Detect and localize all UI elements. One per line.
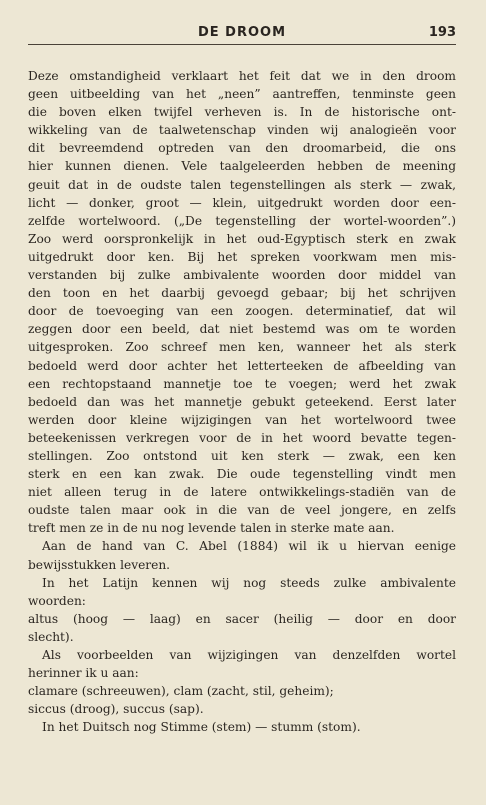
text-line: uitgedrukt door ken. Bij het spreken voorkwam men mis- (28, 249, 456, 264)
text-line: sterk en een kan zwak. Die oude tegenstelling vindt men (28, 467, 456, 482)
text-line: bedoeld werd door achter het letterteeken de afbeelding van (28, 358, 456, 373)
page-number: 193 (428, 25, 456, 40)
text-line: Deze omstandigheid verklaart het feit dat we in den droom (28, 69, 456, 83)
text-line: wikkeling van de taalwetenschap vinden wij analogieën voor (28, 123, 456, 138)
text-line: hier kunnen dienen. Vele taalgeleerden hebben de meening (28, 159, 456, 174)
body-text (28, 67, 456, 736)
text-line: Aan de hand van C. Abel (1884) wil ik u hiervan eenige (42, 539, 456, 554)
text-line: zelfde wortelwoord. („De tegenstelling der wortel-woorden”.) (28, 213, 456, 228)
text-line: Zoo werd oorspronkelijk in het oud-Egyptisch sterk en zwak (28, 231, 456, 246)
text-line: licht — donker, groot — klein, uitgedrukt worden door een- (28, 195, 456, 210)
text-line: Als voorbeelden van wijzigingen van denzelfden wortel (42, 648, 456, 662)
text-line: een rechtopstaand mannetje toe te voegen; werd het zwak (28, 376, 456, 391)
running-title: DE DROOM (197, 25, 287, 40)
text-line: oudste talen maar ook in die van de veel jongere, en zelfs (28, 503, 456, 518)
text-line: die boven elken twijfel verheven is. In de historische ont- (28, 105, 456, 120)
text-line: stellingen. Zoo ontstond uit ken sterk — zwak, een ken (28, 448, 456, 463)
text-line: beteekenissen verkregen voor de in het woord bevatte tegen- (28, 430, 456, 445)
text-line: geen uitbeelding van het „neen” aantreffen, tenminste geen (28, 87, 456, 102)
text-line: woorden: (28, 593, 86, 608)
text-line: treft men ze in de nu nog levende talen in sterke mate aan. (28, 521, 395, 536)
text-line: In het Duitsch nog Stimme (stem) — stumm (stom). (42, 720, 361, 735)
text-line: clamare (schreeuwen), clam (zacht, stil, geheim); (28, 684, 334, 699)
text-line: dit bevreemdend optreden van den droomarbeid, die ons (28, 141, 456, 156)
text-line: verstanden bij zulke ambivalente woorden door middel van (28, 268, 456, 283)
text-line: werden door kleine wijzigingen van het wortelwoord twee (28, 412, 456, 427)
text-line: siccus (droog), succus (sap). (28, 702, 204, 717)
text-line: den toon en het daarbij gevoegd gebaar; bij het schrijven (28, 286, 456, 301)
text-line: geuit dat in de oudste talen tegenstellingen als sterk — zwak, (28, 177, 456, 192)
text-line: bewijsstukken leveren. (28, 557, 171, 572)
text-line: slecht). (28, 629, 74, 644)
text-line: altus (hoog — laag) en sacer (heilig — door en door (28, 611, 456, 626)
text-line: In het Latijn kennen wij nog steeds zulke ambivalente (42, 575, 456, 590)
page-header (28, 22, 456, 45)
text-line: zeggen door een beeld, dat niet bestemd was om te worden (28, 322, 456, 337)
text-line: bedoeld dan was het mannetje gebukt geteekend. Eerst later (28, 394, 456, 409)
text-line: uitgesproken. Zoo schreef men ken, wanneer het als sterk (28, 340, 456, 355)
text-line: door de toevoeging van een zoogen. determinatief, dat wil (28, 304, 456, 319)
text-line: herinner ik u aan: (28, 666, 139, 681)
text-line: niet alleen terug in de latere ontwikkelings-stadiën van de (28, 485, 456, 500)
